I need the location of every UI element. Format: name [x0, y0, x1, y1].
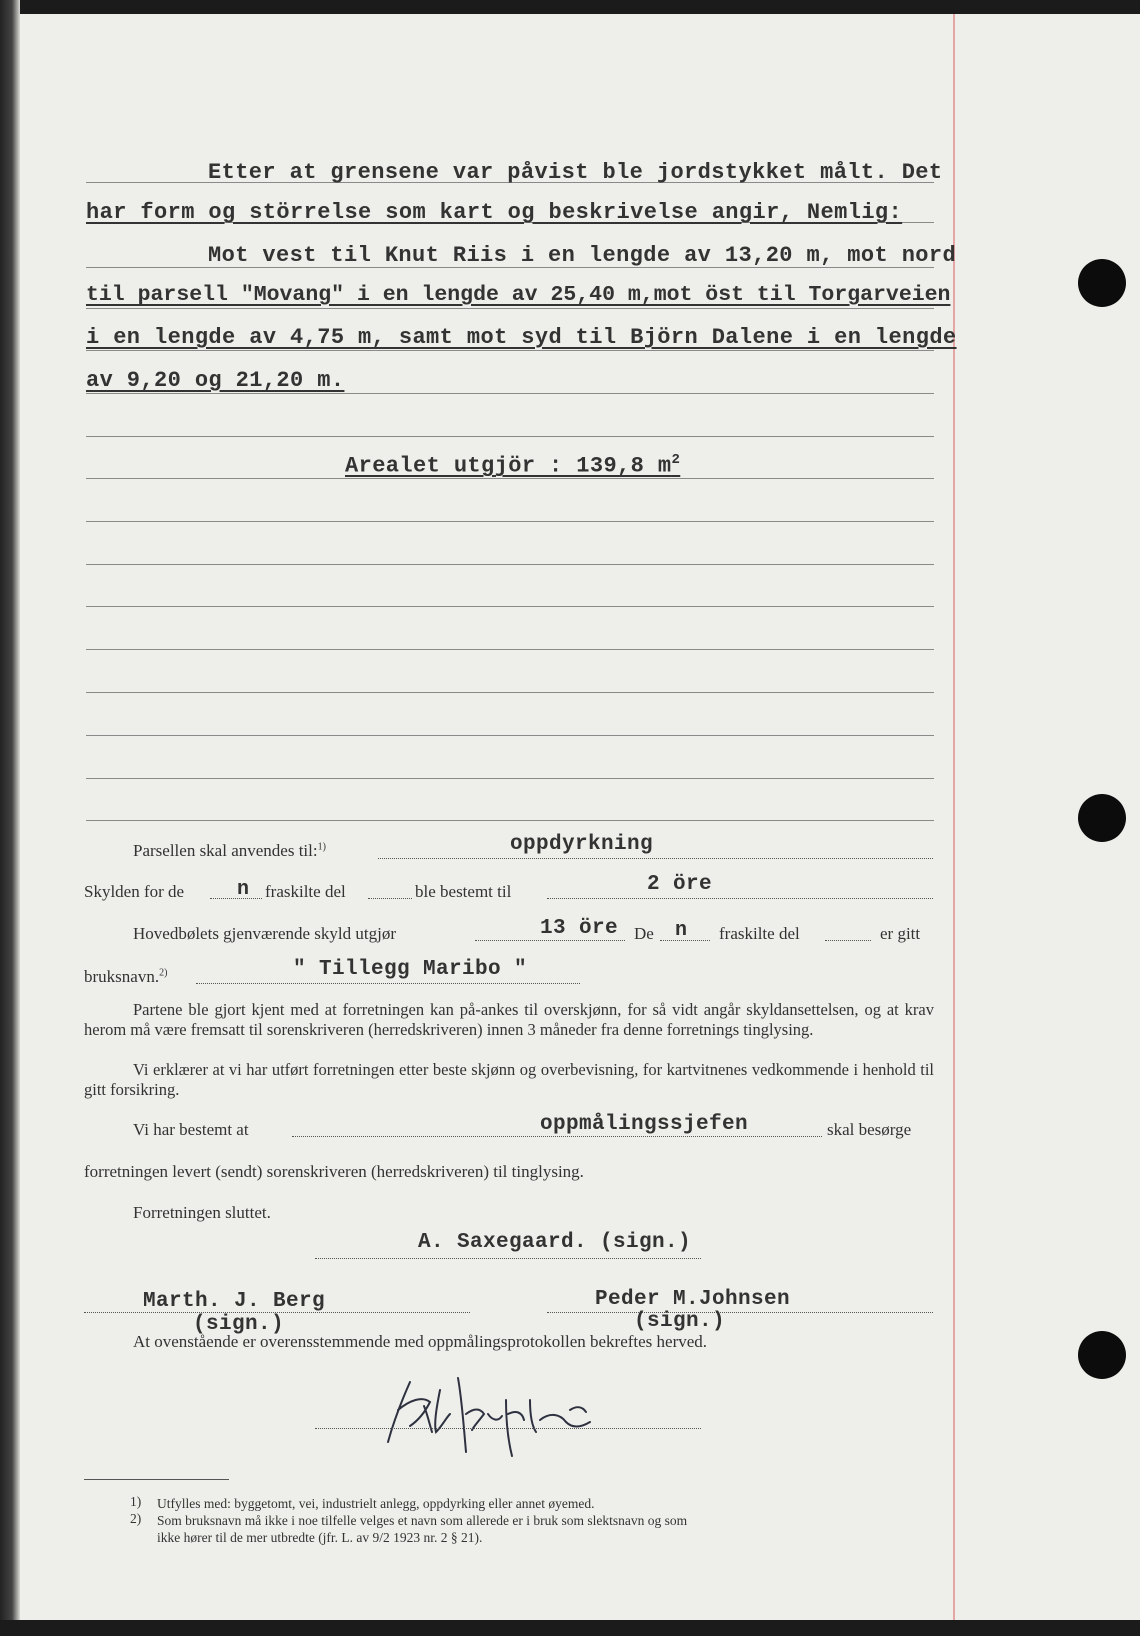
appeal-paragraph: Partene ble gjort kjent med at forretningen kan på-ankes til overskjønn, for så vidt angår skyldansettelsen, og at krav herom må være fremsatt til sorenskriveren (herredskriveren) innen 3 måneder fra denne forretnings tinglysing.: [84, 1000, 934, 1039]
left-witness-sign: (sign.): [193, 1313, 285, 1336]
typed-line-1: Etter at grensene var påvist ble jordstykket målt. Det: [208, 160, 943, 185]
main-signature-line: [315, 1258, 701, 1259]
bruksnavn-value: " Tillegg Maribo ": [293, 958, 528, 981]
attest-signature-line: [315, 1428, 701, 1429]
footnote-2-line1: Som bruksnavn må ikke i noe tilfelle velges et navn som allerede er i bruk som slektsnavn og som: [157, 1513, 688, 1528]
right-witness-sign: (sign.): [634, 1310, 726, 1333]
ruled-line: [86, 778, 934, 779]
fraskilte-label-2: fraskilte del: [719, 924, 800, 943]
skylden-field-line: [547, 898, 933, 899]
ruled-line: [86, 564, 934, 565]
fraskilte-label: fraskilte del: [265, 882, 346, 901]
footnote-2-line2: ikke hører til de mer utbredte (jfr. L. av 9/2 1923 nr. 2 § 21).: [157, 1530, 483, 1545]
de-label: De: [634, 924, 654, 943]
skylden-label: Skylden for de: [84, 882, 185, 901]
ruled-line: [86, 606, 934, 607]
hovedbol-field-line: [475, 940, 625, 941]
footnote-1: Utfylles med: byggetomt, vei, industrielt anlegg, oppdyrking eller annet øyemed.: [157, 1496, 595, 1511]
ruled-line: [86, 692, 934, 693]
ruled-line: [86, 350, 934, 351]
ruled-line: [86, 521, 934, 522]
typed-line-2: har form og störrelse som kart og beskrivelse angir, Nemlig:: [86, 200, 903, 225]
fraskilte-dots: [825, 940, 871, 941]
besorge-label: skal besørge: [827, 1120, 912, 1139]
typed-line-5: i en lengde av 4,75 m, samt mot syd til Björn Dalene i en lengde: [86, 325, 957, 350]
hovedbol-value: 13 öre: [540, 917, 619, 940]
left-witness-name: Marth. J. Berg: [143, 1290, 326, 1313]
parsellen-value: oppdyrkning: [510, 833, 654, 856]
parsellen-field-line: [378, 858, 933, 859]
punch-hole-icon: [1078, 259, 1126, 307]
er-gitt-label: er gitt: [880, 924, 921, 943]
hovedbol-n: n: [675, 919, 688, 942]
ruled-line: [86, 649, 934, 650]
sluttet-text: Forretningen sluttet.: [133, 1203, 271, 1222]
scan-bottom-border: [0, 1620, 1140, 1636]
typed-line-3: Mot vest til Knut Riis i en lengde av 13,20 m, mot nord: [208, 243, 957, 268]
scan-left-border: [0, 0, 20, 1636]
hovedbol-label: Hovedbølets gjenværende skyld utgjør: [133, 924, 396, 943]
ruled-line: [86, 735, 934, 736]
punch-hole-icon: [1078, 794, 1126, 842]
footnote-2-mark: 2): [130, 1511, 142, 1526]
levert-text: forretningen levert (sendt) sorenskriveren (herredskriveren) til tinglysing.: [84, 1162, 584, 1181]
skylden-value: 2 öre: [647, 873, 713, 896]
ruled-line: [86, 436, 934, 437]
typed-line-6: av 9,20 og 21,20 m.: [86, 368, 345, 393]
skylden-dots-2: [368, 898, 412, 899]
bruksnavn-label: bruksnavn.$^{2)}$: [84, 967, 168, 986]
declaration-paragraph: Vi erklærer at vi har utført forretningen etter beste skjønn og overbevisning, for kartvitnenes vedkommende i henhold til gitt forsikring.: [84, 1060, 934, 1099]
area-text: Arealet utgjör : 139,8 m: [345, 453, 672, 479]
area-exponent: 2: [671, 452, 681, 468]
punch-hole-icon: [1078, 1331, 1126, 1379]
bestemt-label: Vi har bestemt at: [133, 1120, 249, 1139]
footnote-1-mark: 1): [130, 1494, 142, 1509]
main-signature: A. Saxegaard. (sign.): [418, 1231, 692, 1254]
scan-top-border: [0, 0, 1140, 14]
skylden-n: n: [237, 878, 250, 901]
area-statement: [345, 452, 680, 478]
handwritten-signature-icon: [380, 1370, 640, 1460]
skylden-dots-1: [210, 898, 262, 899]
footnote-separator: [84, 1479, 229, 1480]
bestemt-til-label: ble bestemt til: [415, 882, 512, 901]
bruksnavn-field-line: [196, 983, 580, 984]
bestemt-field-line: [292, 1136, 822, 1137]
attest-text: At ovenstående er overensstemmende med oppmålingsprotokollen bekreftes herved.: [133, 1332, 708, 1351]
parsellen-label: Parsellen skal anvendes til:$^{1)}$: [133, 841, 326, 860]
ruled-line: [86, 308, 934, 309]
typed-line-4: til parsell "Movang" i en lengde av 25,40 m,mot öst til Torgarveien: [86, 283, 951, 307]
right-witness-line: [547, 1312, 933, 1313]
ruled-line: [86, 393, 934, 394]
ruled-line: [86, 820, 934, 821]
right-witness-name: Peder M.Johnsen: [595, 1288, 791, 1311]
bestemt-value: oppmålingssjefen: [540, 1113, 749, 1136]
